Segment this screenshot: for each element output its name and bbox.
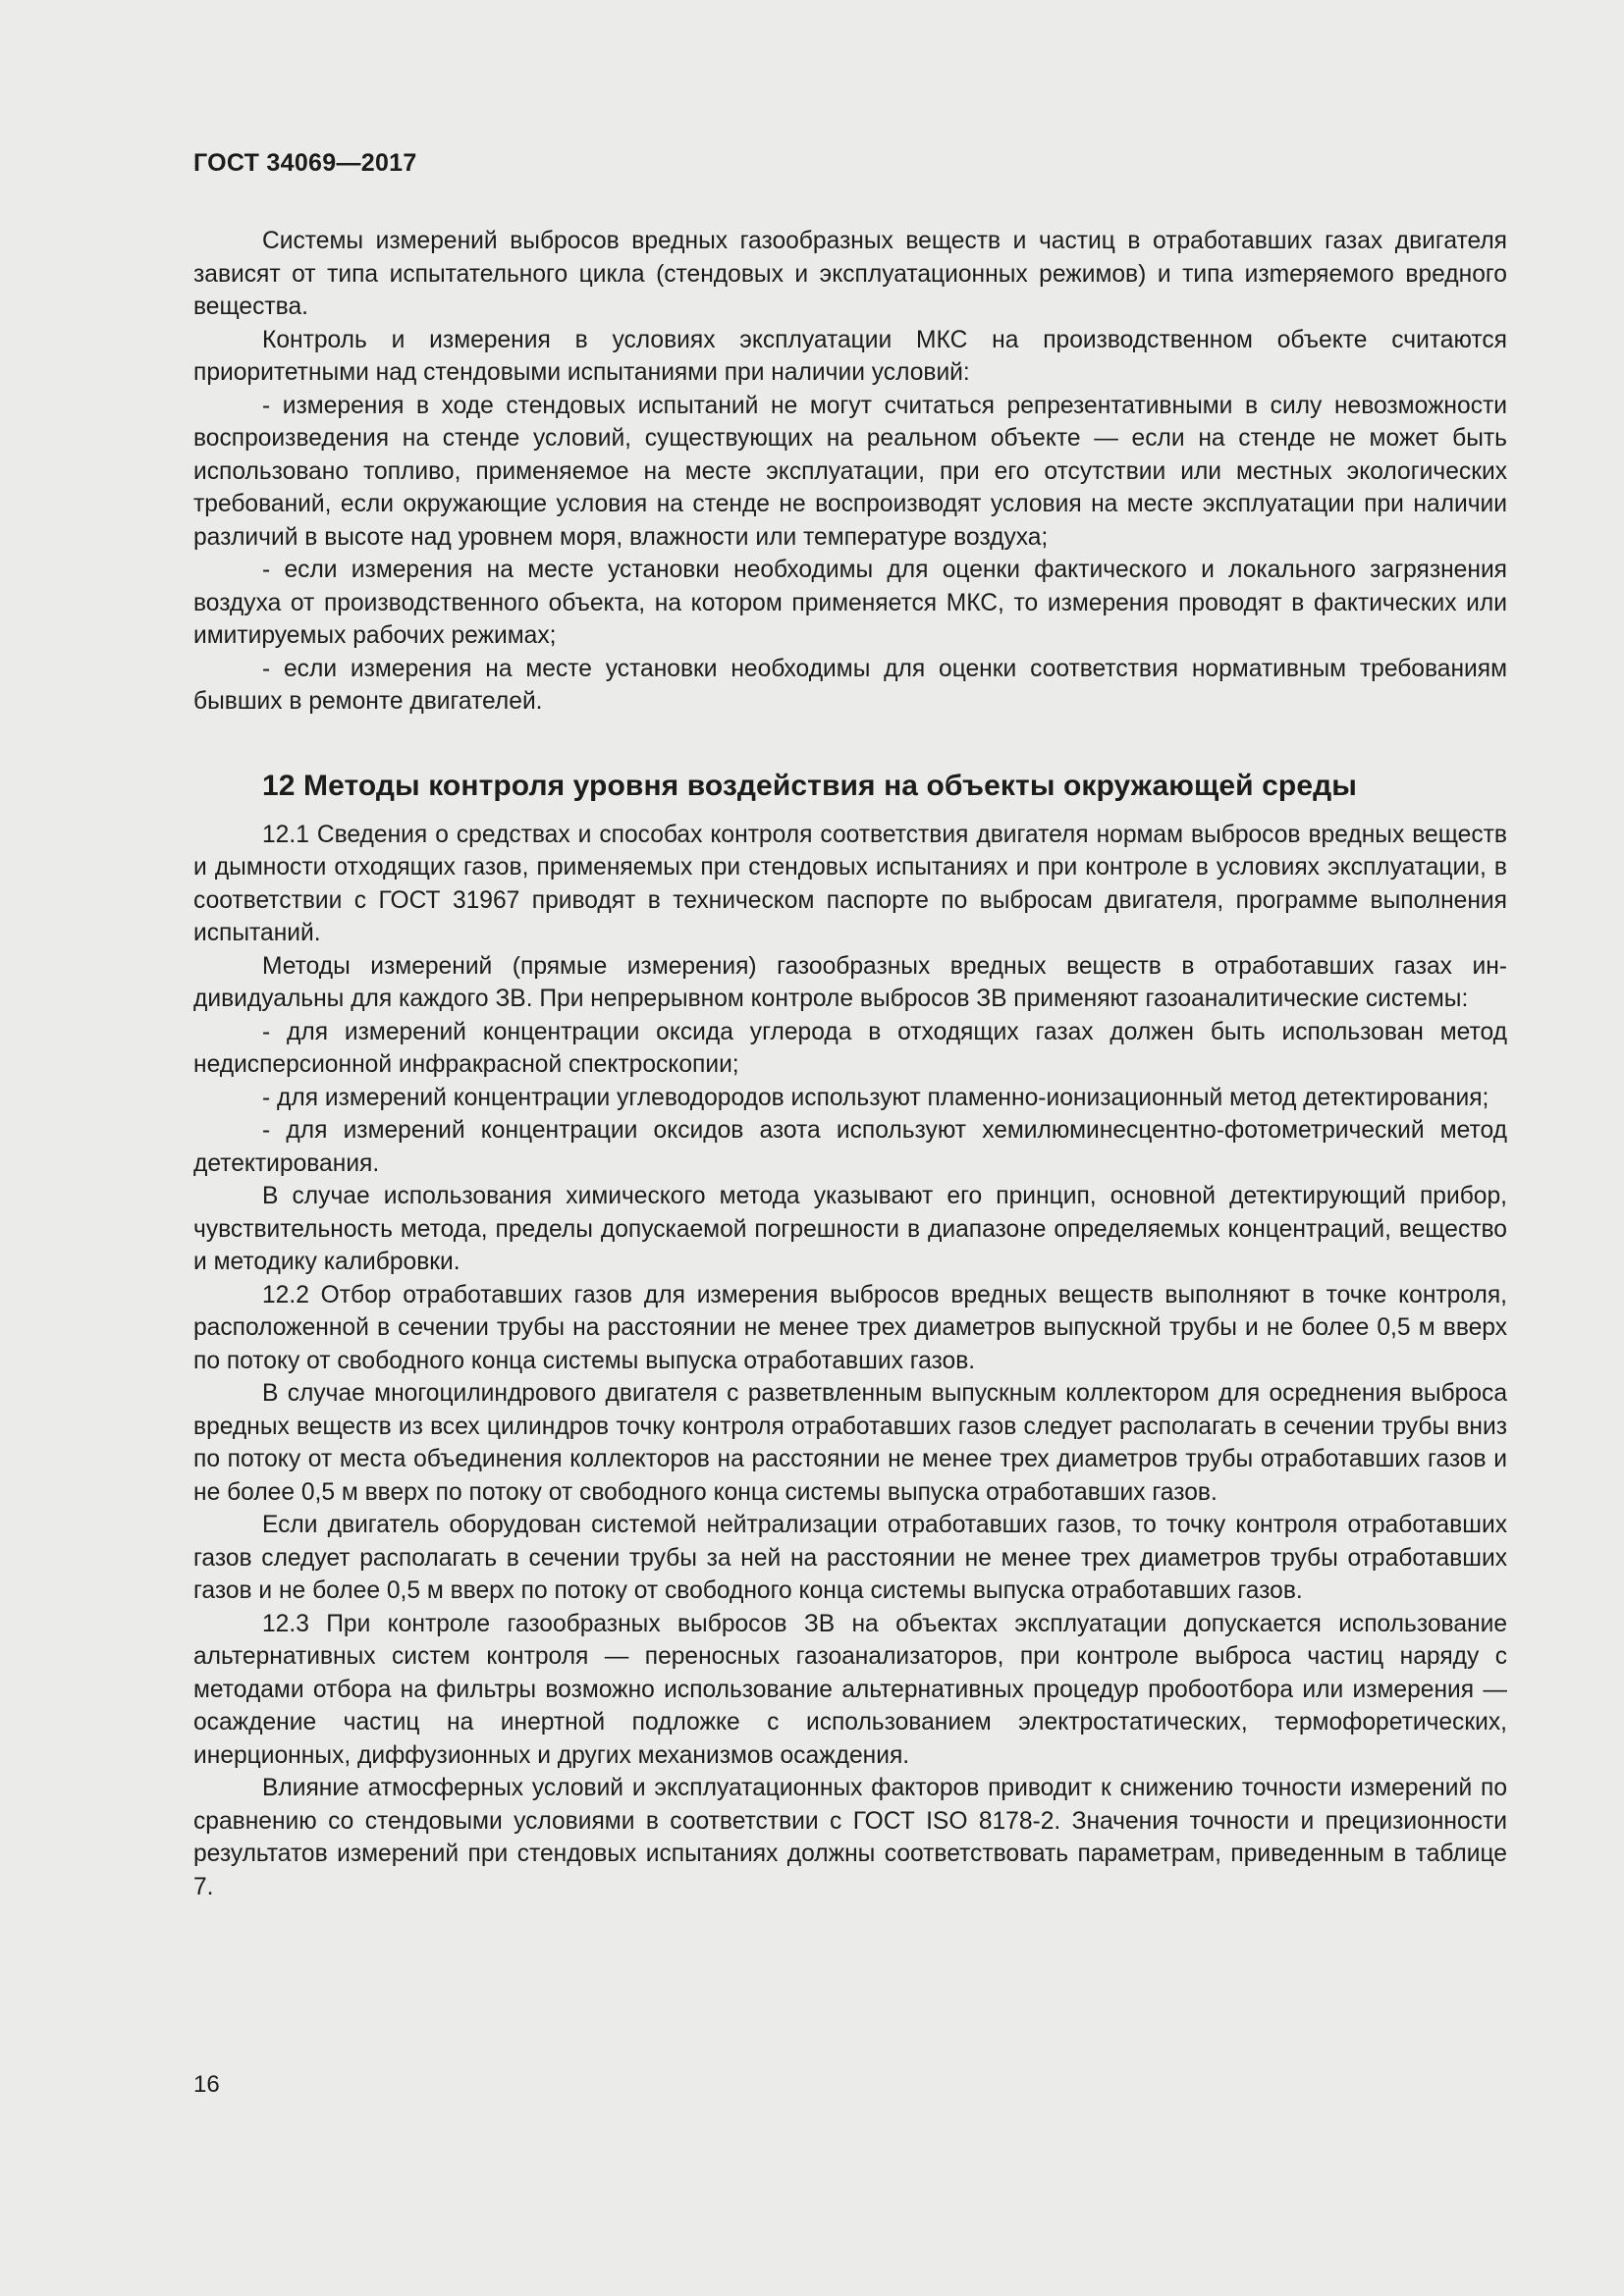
list-item: - для измерений концентрации углеводородов используют пламенно-ионизационный метод детектирования; [262, 1084, 1489, 1111]
list-item: - для измерений концентрации оксида углерода в отходящих газах должен быть использован метод недисперсионной инфракрасной спектроскопии; [193, 1018, 1507, 1078]
paragraph: В случае использования химического метода указывают его принцип, основной детектирующий прибор, чувствительность метода, пределы допускаемой погрешности в диапазоне определяемых концентраций, вещество и методику калибровки. [193, 1183, 1507, 1275]
paragraph: Контроль и измерения в условиях эксплуатации МКС на производственном объекте считаются приоритетными над стендовыми испытаниями при наличии условий: [193, 326, 1507, 386]
paragraph: Методы измерений (прямые измерения) газообразных вредных веществ в отработавших газах индивидуальны для каждого ЗВ. При непрерывном контроле выбросов ЗВ применяют газоаналитические системы: [193, 952, 1507, 1012]
paragraph: Системы измерений выбросов вредных газообразных веществ и частиц в отработавших газах двигателя зависят от типа испытательного цикла (стендовых и эксплуатационных режимов) и типа изmеряемого вредного вещества. [193, 228, 1507, 320]
document-code-header: ГОСТ 34069—2017 [193, 149, 417, 177]
section-text-block [193, 819, 1507, 1904]
section-title: 12 Методы контроля уровня воздействия на объекты окружающей среды [262, 769, 1357, 802]
paragraph: 12.1 Сведения о средствах и способах контроля соответствия двигателя нормам выбросов вредных веществ и дымности отходящих газов, применяемых при стендовых испытаниях и при контроле в условиях эксплуатации, в соответствии с ГОСТ 31967 приводят в техническом паспорте по выбросам двигателя, программе выполнения испытаний. [193, 821, 1507, 946]
intro-text-block [193, 225, 1507, 719]
list-item: - измерения в ходе стендовых испытаний не могут считаться репрезентативными в силу невозможности воспроизведения на стенде условий, существующих на реальном объекте — если на стенде не может быть использовано топливо, применяемое на месте эксплуатации, при его отсутствии или местных экологических требований, если окружающие условия на стенде не воспроизводят условия на месте эксплуатации при наличии различий в высоте над уровнем моря, влажности или температуре воздуха; [193, 392, 1507, 551]
page-body [193, 225, 1507, 1903]
page-number: 16 [193, 2071, 220, 2098]
paragraph: Если двигатель оборудован системой нейтрализации отработавших газов, то точку контроля отработавших газов следует располагать в сечении трубы за ней на расстоянии не менее трех диаметров трубы отработавших газов и не более 0,5 м вверх по потоку от свободного конца системы выпуска отработавших газов. [193, 1512, 1507, 1604]
paragraph: 12.3 При контроле газообразных выбросов ЗВ на объектах эксплуатации допускается использование альтернативных систем контроля — переносных газоанализаторов, при контроле выброса частиц наряду с методами отбора на фильтры возможно использование альтернативных процедур пробоотбора или измерения — осаждение частиц на инертной подложке с использованием электростатических, термофоретических, инерционных, диффузионных и других механизмов осаждения. [193, 1610, 1507, 1769]
paragraph: Влияние атмосферных условий и эксплуатационных факторов приводит к снижению точности измерений по сравнению со стендовыми условиями в соответствии с ГОСТ ISO 8178-2. Значения точности и прецизионности результатов измерений при стендовых испытаниях должны соответствовать параметрам, приведенным в таблице 7. [193, 1775, 1507, 1900]
paragraph: 12.2 Отбор отработавших газов для измерения выбросов вредных веществ выполняют в точке контроля, расположенной в сечении трубы на расстоянии не менее трех диаметров выпускной трубы и не более 0,5 м вверх по потоку от свободного конца системы выпуска отработавших газов. [193, 1281, 1507, 1374]
paragraph: В случае многоцилиндрового двигателя с разветвленным выпускным коллектором для осреднения выброса вредных веществ из всех цилиндров точку контроля отработавших газов следует располагать в сечении трубы вниз по потоку от места объединения коллекторов на расстоянии не менее трех диаметров трубы отработавших газов и не более 0,5 м вверх по потоку от свободного конца системы выпуска отработавших газов. [193, 1380, 1507, 1506]
list-item: - если измерения на месте установки необходимы для оценки соответствия нормативным требованиям бывших в ремонте двигателей. [193, 655, 1507, 715]
list-item: - для измерений концентрации оксидов азота используют хемилюминесцентно-фотометрический метод детектирования. [193, 1117, 1507, 1177]
list-item: - если измерения на месте установки необходимы для оценки фактического и локального загрязнения воздуха от производственного объекта, на котором применяется МКС, то измерения проводят в фактических или имитируемых рабочих режимах; [193, 557, 1507, 649]
